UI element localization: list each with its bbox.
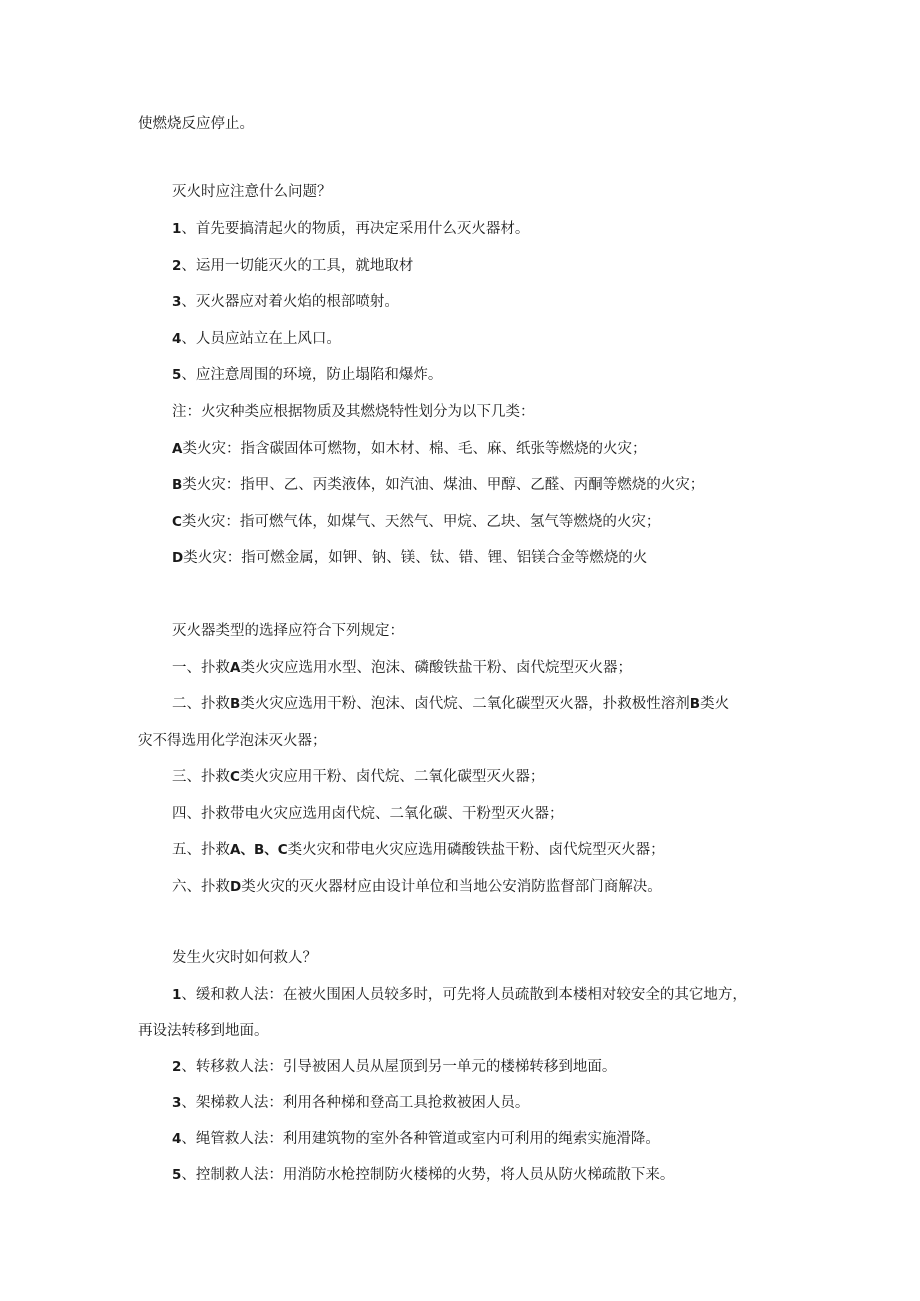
rule-item: 六、扑救D类火灾的灭火器材应由设计单位和当地公安消防监督部门商解决。 <box>172 879 662 895</box>
list-item: 5、应注意周围的环境，防止塌陷和爆炸。 <box>172 367 443 383</box>
list-item: 5、控制救人法：用消防水枪控制防火楼梯的火势，将人员从防火梯疏散下来。 <box>172 1167 675 1183</box>
list-item: 4、人员应站立在上风口。 <box>172 331 341 347</box>
section-title-rescue-methods: 发生火灾时如何救人？ <box>172 950 317 966</box>
list-item: 2、运用一切能灭火的工具，就地取材 <box>172 258 414 274</box>
rule-item: 二、扑救B类火灾应选用干粉、泡沫、卤代烷、二氧化碳型灭火器，扑救极性溶剂B类火 <box>172 696 730 712</box>
fire-class-item: A类火灾：指含碳固体可燃物，如木材、棉、毛、麻、纸张等燃烧的火灾； <box>172 441 647 457</box>
rule-item: 四、扑救带电火灾应选用卤代烷、二氧化碳、干粉型灭火器； <box>172 806 564 822</box>
fire-class-item: D类火灾：指可燃金属，如钾、钠、镁、钛、错、锂、铝镁合金等燃烧的火 <box>172 550 648 566</box>
list-item: 1、首先要搞清起火的物质，再决定采用什么灭火器材。 <box>172 221 530 237</box>
intro-end-line: 使燃烧反应停止。 <box>138 116 254 132</box>
section-title-extinguisher-selection: 灭火器类型的选择应符合下列规定： <box>172 623 404 639</box>
list-item: 1、缓和救人法：在被火围困人员较多时，可先将人员疏散到本楼相对较安全的其它地方， <box>172 987 747 1003</box>
fire-class-note: 注：火灾种类应根据物质及其燃烧特性划分为以下几类： <box>172 404 535 420</box>
rule-item-continuation: 灾不得选用化学泡沫灭火器； <box>138 733 327 749</box>
list-item: 4、绳管救人法：利用建筑物的室外各种管道或室内可利用的绳索实施滑降。 <box>172 1131 660 1147</box>
section-title-fire-fighting-notes: 灭火时应注意什么问题？ <box>172 184 332 200</box>
rule-item: 五、扑救A、B、C类火灾和带电火灾应选用磷酸铁盐干粉、卤代烷型灭火器； <box>172 842 665 858</box>
fire-class-item: C类火灾：指可燃气体，如煤气、天然气、甲烷、乙块、氢气等燃烧的火灾； <box>172 514 661 530</box>
fire-class-item: B类火灾：指甲、乙、丙类液体，如汽油、煤油、甲醇、乙醛、丙酮等燃烧的火灾； <box>172 477 705 493</box>
rule-item: 三、扑救C类火灾应用干粉、卤代烷、二氧化碳型灭火器； <box>172 769 545 785</box>
list-item: 2、转移救人法：引导被困人员从屋顶到另一单元的楼梯转移到地面。 <box>172 1059 617 1075</box>
list-item: 3、架梯救人法：利用各种梯和登高工具抢救被困人员。 <box>172 1095 530 1111</box>
rule-item: 一、扑救A类火灾应选用水型、泡沫、磷酸铁盐干粉、卤代烷型灭火器； <box>172 660 632 676</box>
list-item: 3、灭火器应对着火焰的根部喷射。 <box>172 294 399 310</box>
list-item-continuation: 再设法转移到地面。 <box>138 1023 269 1039</box>
